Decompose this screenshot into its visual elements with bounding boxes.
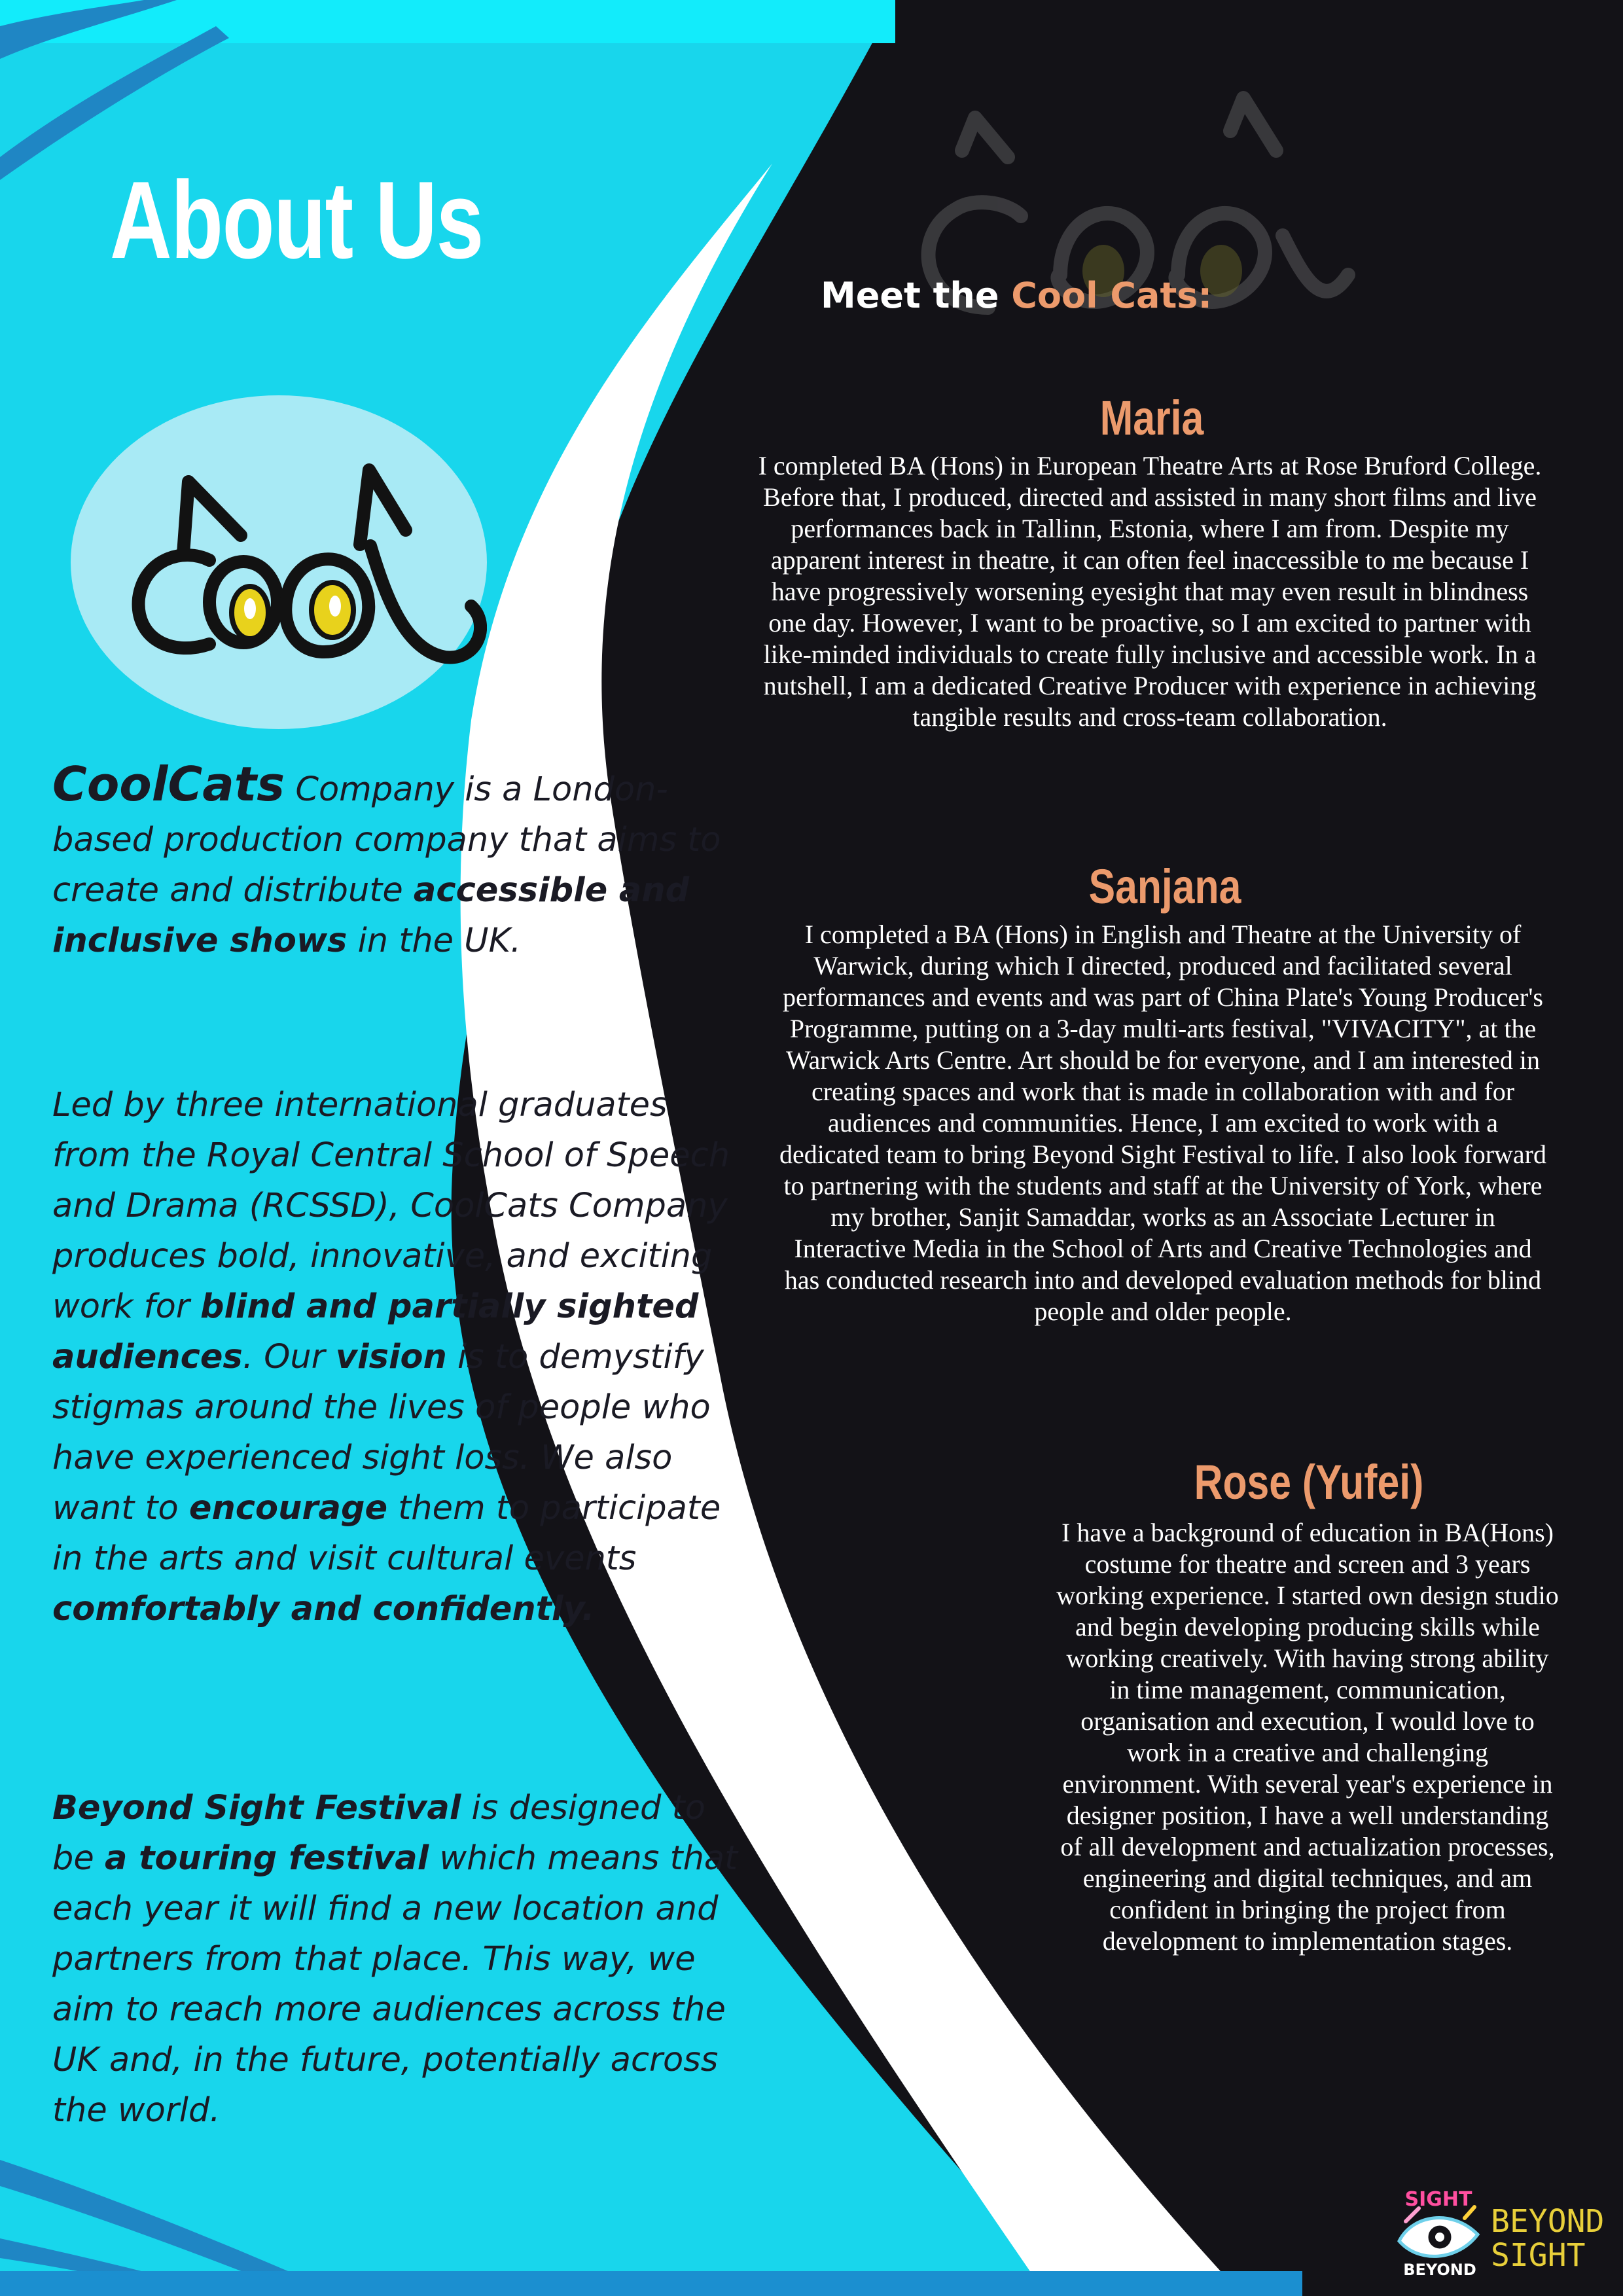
beyond-sight-mark-bottom: BEYOND [1403, 2261, 1476, 2279]
page-title: About Us [110, 158, 483, 281]
beyond-sight-eye-icon [1399, 2188, 1478, 2279]
mission-highlight-encourage: encourage [188, 1489, 388, 1528]
mission-paragraph [52, 1080, 746, 1634]
team-heading [821, 275, 1212, 316]
team-heading-prefix: Meet the [821, 275, 1012, 316]
beyond-sight-line1: BEYOND [1491, 2203, 1605, 2240]
team-heading-suffix: : [1198, 275, 1213, 316]
mission-text-3: is to demystify stigmas around the lives of people who have experienced sight loss. We also want to [52, 1338, 711, 1528]
festival-text-2: which means that each year it will find a new location and partners from that place. This way, we aim to reach more audiences across the UK and, in the future, potentially across the world. [52, 1839, 738, 2130]
member-bio-sanjana: I completed a BA (Hons) in English and Theatre at the University of Warwick, during which I directed, produced and facilitated several performances and events and was part of China Plate's Young Producer's Programme, putting on a 3-day multi-arts festival, "VIVACITY", at the Warwick Arts Centre. Art should be for everyone, and I am interested in creating spaces and work that is made in collaboration with and for audiences and communities. Hence, I am excited to work with a dedicated team to bring Beyond Sight Festival to life. I also look forward to partnering with the students and staff at the University of York, where my brother, Sanjit Samaddar, works as an Associate Lecturer in Interactive Media in the School of Arts and Creative Technologies and has conducted research into and developed evaluation methods for blind people and older people. [779, 920, 1546, 1326]
member-name-rose: Rose (Yufei) [1194, 1455, 1424, 1509]
festival-highlight: a touring festival [104, 1839, 429, 1878]
mission-text-1: Led by three international graduates from the Royal Central School of Speech and Drama (RCSSD), CoolCats Company produces bold, innovative, and exciting work for [52, 1086, 730, 1326]
intro-highlight: accessible and inclusive shows [52, 871, 690, 960]
intro-paragraph [52, 759, 746, 966]
cool-cats-logo-icon [71, 395, 487, 729]
beyond-sight-line2: SIGHT [1491, 2237, 1586, 2274]
festival-name: Beyond Sight Festival [52, 1789, 461, 1827]
team-heading-accent: Cool Cats [1011, 275, 1198, 316]
brand-name: CoolCats [52, 757, 285, 812]
intro-text-1: Company is a London-based production company that aims to create and distribute [52, 770, 721, 910]
mission-highlight-audiences: blind and partially sighted audiences [52, 1287, 699, 1376]
intro-text-2: in the UK. [347, 922, 522, 960]
member-name-maria: Maria [1099, 391, 1204, 445]
member-name-sanjana: Sanjana [1088, 859, 1241, 914]
member-bio-rose: I have a background of education in BA(Hons) costume for theatre and screen and 3 years working experience. I started own design studio and begin developing producing skills while working creatively. With having strong ability in time management, communication, organisation and execution, I would love to work in a creative and challenging environment. With several year's experience in designer position, I have a well understanding of all development and actualization processes, engineering and digital techniques, and am confident in bringing the project from development to implementation stages. [1056, 1518, 1559, 1956]
mission-text-4: them to participate in the arts and visit cultural events [52, 1489, 721, 1578]
beyond-sight-logo [1393, 2182, 1615, 2280]
mission-highlight-comfortably: comfortably and confidently. [52, 1590, 595, 1628]
festival-text-1: is designed to be [52, 1789, 705, 1878]
beyond-sight-mark-top: SIGHT [1404, 2188, 1472, 2211]
festival-paragraph [52, 1783, 746, 2136]
mission-highlight-vision: vision [335, 1338, 447, 1376]
member-bio-maria: I completed BA (Hons) in European Theatre Arts at Rose Bruford College. Before that, I produced, directed and assisted in many short films and live performances back in Tallinn, Estonia, where I am from. Despite my apparent interest in theatre, it can often feel inaccessible to me because I have progressively worsening eyesight that may even result in blindness one day. However, I want to be proactive, so I am excited to partner with like-minded individuals to create fully inclusive and accessible work. In a nutshell, I am a dedicated Creative Producer with experience in achieving tangible results and cross-team collaboration. [758, 451, 1542, 732]
mission-text-2: . Our [242, 1338, 336, 1376]
